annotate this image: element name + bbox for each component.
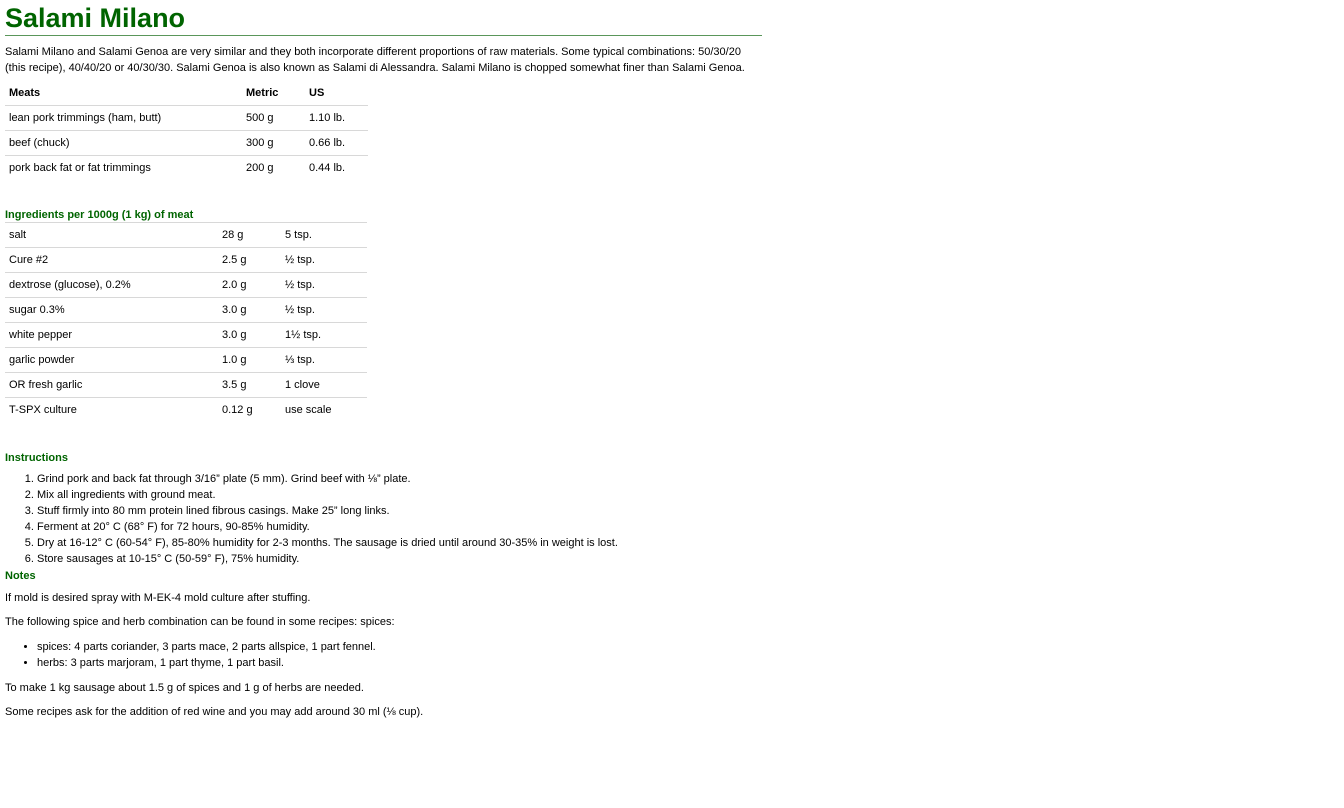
instruction-step: 4. Ferment at 20° C (68° F) for 72 hours, 90-85% humidity. <box>37 519 762 535</box>
note-paragraph: The following spice and herb combination can be found in some recipes: spices: <box>5 616 395 628</box>
note-paragraph: Some recipes ask for the addition of red wine and you may add around 30 ml (⅛ cup). <box>5 706 424 718</box>
instruction-step: 2. Mix all ingredients with ground meat. <box>37 487 762 503</box>
table-row <box>5 223 367 248</box>
meats-header-metric: Metric <box>242 80 305 106</box>
meat-metric: 200 g <box>246 162 274 174</box>
notes-heading: Notes <box>5 570 36 582</box>
ingredient-metric: 1.0 g <box>218 348 281 373</box>
ingredient-us: 1 clove <box>281 373 367 398</box>
ingredient-name: OR fresh garlic <box>5 373 218 398</box>
ingredient-metric: 3.5 g <box>218 373 281 398</box>
table-row <box>5 248 367 273</box>
ingredients-table <box>5 222 367 422</box>
instruction-step: 3. Stuff firmly into 80 mm protein lined fibrous casings. Make 25” long links. <box>37 503 762 519</box>
ingredients-heading: Ingredients per 1000g (1 kg) of meat <box>5 209 194 221</box>
meats-header-name: Meats <box>5 80 242 106</box>
instruction-step: 1. Grind pork and back fat through 3/16” plate (5 mm). Grind beef with ⅛” plate. <box>37 471 762 487</box>
ingredient-metric: 2.5 g <box>218 248 281 273</box>
ingredient-metric: 28 g <box>218 223 281 248</box>
table-row <box>5 398 367 423</box>
note-paragraph: If mold is desired spray with M-EK-4 mold culture after stuffing. <box>5 592 311 604</box>
list-item: • herbs: 3 parts marjoram, 1 part thyme, 1 part basil. <box>37 655 762 671</box>
table-row <box>5 131 368 156</box>
ingredient-name: salt <box>5 223 218 248</box>
meats-table <box>5 80 368 180</box>
instructions-list <box>5 471 762 567</box>
ingredient-name: Cure #2 <box>5 248 218 273</box>
ingredient-name: sugar 0.3% <box>5 298 218 323</box>
ingredient-metric: 3.0 g <box>218 298 281 323</box>
table-row <box>5 156 368 181</box>
list-item: • spices: 4 parts coriander, 3 parts mace, 2 parts allspice, 1 part fennel. <box>37 639 762 655</box>
ingredient-metric: 2.0 g <box>218 273 281 298</box>
meat-name: pork back fat or fat trimmings <box>9 162 151 174</box>
ingredient-us: 5 tsp. <box>281 223 367 248</box>
ingredient-us: ½ tsp. <box>281 273 367 298</box>
meat-name: lean pork trimmings (ham, butt) <box>5 106 242 131</box>
spice-list <box>5 639 762 671</box>
ingredient-metric: 3.0 g <box>218 323 281 348</box>
table-row <box>5 323 367 348</box>
note-paragraph: To make 1 kg sausage about 1.5 g of spices and 1 g of herbs are needed. <box>5 682 364 694</box>
meat-metric: 500 g <box>242 106 305 131</box>
meat-us: 0.66 lb. <box>305 131 368 156</box>
ingredient-us: ½ tsp. <box>281 248 367 273</box>
ingredient-name: garlic powder <box>5 348 218 373</box>
table-row <box>5 273 367 298</box>
instructions-heading: Instructions <box>5 452 68 464</box>
table-row <box>5 373 367 398</box>
ingredient-name: white pepper <box>5 323 218 348</box>
meats-header-row <box>5 80 368 106</box>
table-row <box>5 298 367 323</box>
instruction-step: 5. Dry at 16-12° C (60-54° F), 85-80% humidity for 2-3 months. The sausage is dried until around 30-35% in weight is lost. <box>37 535 762 551</box>
table-row <box>5 348 367 373</box>
ingredient-us: 1½ tsp. <box>281 323 367 348</box>
page-title: Salami Milano <box>5 2 762 36</box>
intro-paragraph: Salami Milano and Salami Genoa are very similar and they both incorporate different proportions of raw materials. Some typical combinations: 50/30/20 (this recipe), 40/40/20 or 40/30/30. Salami Genoa is also known as Salami di Alessandra. Salami Milano is chopped somewhat finer than Salami Genoa. <box>5 46 745 74</box>
ingredient-metric: 0.12 g <box>218 398 281 423</box>
instruction-step: 6. Store sausages at 10-15° C (50-59° F), 75% humidity. <box>37 551 762 567</box>
ingredient-name: T-SPX culture <box>5 398 218 423</box>
meats-header-us: US <box>305 80 368 106</box>
ingredient-us: use scale <box>281 398 367 423</box>
meat-us: 0.44 lb. <box>309 162 346 174</box>
ingredient-us: ⅓ tsp. <box>281 348 367 373</box>
ingredient-name: dextrose (glucose), 0.2% <box>5 273 218 298</box>
meat-name: beef (chuck) <box>5 131 242 156</box>
meat-us: 1.10 lb. <box>305 106 368 131</box>
table-row <box>5 106 368 131</box>
ingredient-us: ½ tsp. <box>281 298 367 323</box>
meat-metric: 300 g <box>242 131 305 156</box>
